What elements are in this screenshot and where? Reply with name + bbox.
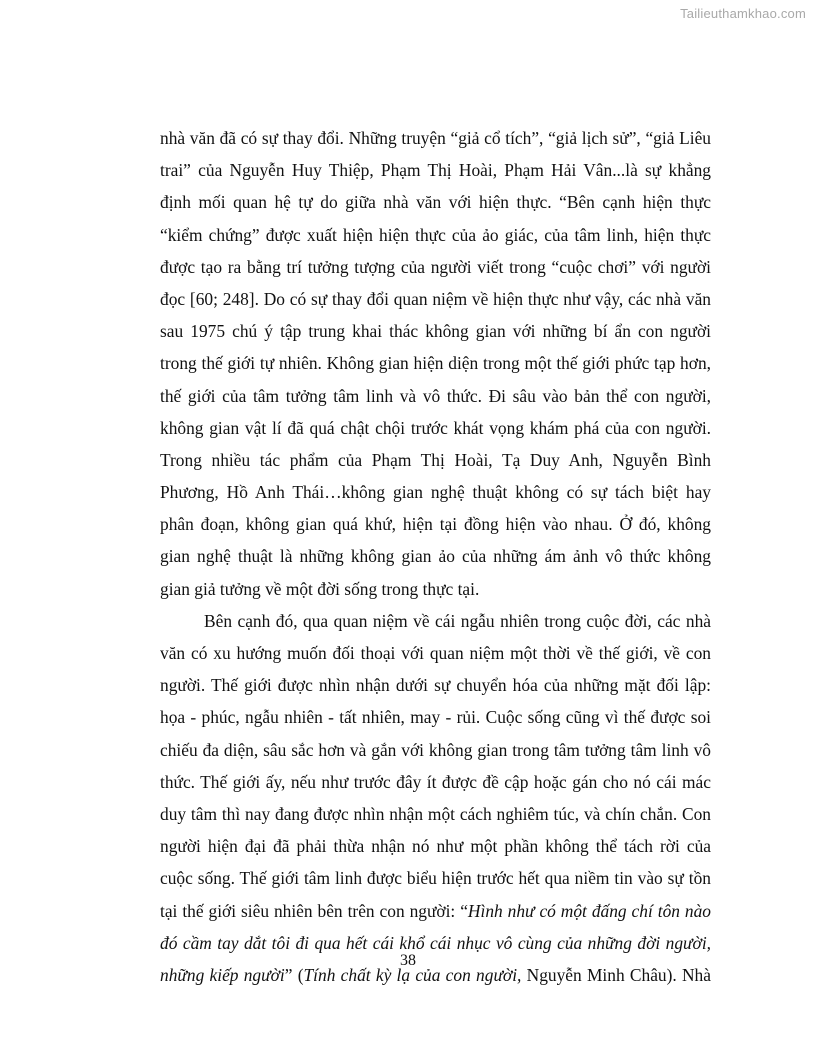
book-title-italic: Tính chất kỳ lạ của con người,	[303, 964, 522, 985]
text-segment: Nguyễn Minh Châu). Nhà	[521, 964, 711, 985]
text-line: được tạo ra bằng trí tưởng tượng của người viết trong “cuộc chơi” với người	[160, 256, 711, 277]
text-line: Phương, Hồ Anh Thái…không gian nghệ thuật không có sự tách biệt hay	[160, 482, 711, 503]
text-line: Trong nhiều tác phẩm của Phạm Thị Hoài, Tạ Duy Anh, Nguyễn Bình	[160, 449, 711, 470]
text-line: trai” của Nguyễn Huy Thiệp, Phạm Thị Hoài, Phạm Hải Vân...là sự khẳng	[160, 160, 711, 181]
quote-italic: đó cầm tay dắt tôi đi qua hết cái khổ cái nhục vô cùng của những đời người,	[160, 932, 711, 953]
quote-italic: những kiếp người	[160, 964, 285, 985]
text-line: phân đoạn, không gian quá khứ, hiện tại đồng hiện vào nhau. Ở đó, không	[160, 514, 711, 535]
text-line: thức. Thế giới ấy, nếu như trước đây ít được đề cập hoặc gán cho nó cái mác	[160, 771, 711, 792]
text-line: duy tâm thì nay đang được nhìn nhận một cách nghiêm túc, và chín chắn. Con	[160, 803, 711, 824]
text-line: gian nghệ thuật là những không gian ảo của những ám ảnh vô thức không	[160, 546, 711, 567]
text-line: sau 1975 chú ý tập trung khai thác không gian với những bí ẩn con người	[160, 321, 711, 342]
text-line: nhà văn đã có sự thay đổi. Những truyện “giả cổ tích”, “giả lịch sử”, “giả Liêu	[160, 128, 711, 148]
paragraph-start-line: Bên cạnh đó, qua quan niệm về cái ngẫu nhiên trong cuộc đời, các nhà	[204, 610, 711, 631]
text-line	[160, 895, 711, 927]
text-line: “kiểm chứng” được xuất hiện hiện thực của ảo giác, của tâm linh, hiện thực	[160, 224, 711, 245]
text-line: người hiện đại đã phải thừa nhận nó như một phần không thể tách rời của	[160, 836, 711, 857]
page-number: 38	[400, 952, 416, 969]
text-line: gian giả tưởng về một đời sống trong thực tại.	[160, 578, 480, 599]
text-segment: tại thế giới siêu nhiên bên trên con người: “	[160, 900, 468, 921]
quote-italic: Hình như có một đấng chí tôn nào	[467, 900, 711, 921]
watermark: Tailieuthamkhao.com	[680, 6, 806, 21]
document-body	[160, 122, 711, 991]
text-line: văn có xu hướng muốn đối thoại với quan niệm một thời về thế giới, về con	[160, 643, 711, 663]
text-line: cuộc sống. Thế giới tâm linh được biểu hiện trước hết qua niềm tin vào sự tồn	[160, 868, 711, 889]
text-line: trong thế giới tự nhiên. Không gian hiện diện trong một thế giới phức tạp hơn,	[160, 353, 711, 374]
text-line: chiếu đa diện, sâu sắc hơn và gắn với không gian trong tâm tưởng tâm linh vô	[160, 739, 711, 760]
text-line: người. Thế giới được nhìn nhận dưới sự chuyển hóa của những mặt đối lập:	[160, 675, 711, 696]
text-line: không gian vật lí đã quá chật chội trước khát vọng khám phá của con người.	[160, 417, 711, 438]
text-segment: ” (	[284, 964, 304, 985]
text-line: đọc [60; 248]. Do có sự thay đổi quan niệm về hiện thực như vậy, các nhà văn	[160, 288, 711, 309]
text-line: họa - phúc, ngẫu nhiên - tất nhiên, may - rủi. Cuộc sống cũng vì thế được soi	[160, 707, 711, 728]
text-line: thế giới của tâm tưởng tâm linh và vô thức. Đi sâu vào bản thể con người,	[160, 385, 711, 406]
text-line: định mối quan hệ tự do giữa nhà văn với hiện thực. “Bên cạnh hiện thực	[160, 192, 711, 213]
